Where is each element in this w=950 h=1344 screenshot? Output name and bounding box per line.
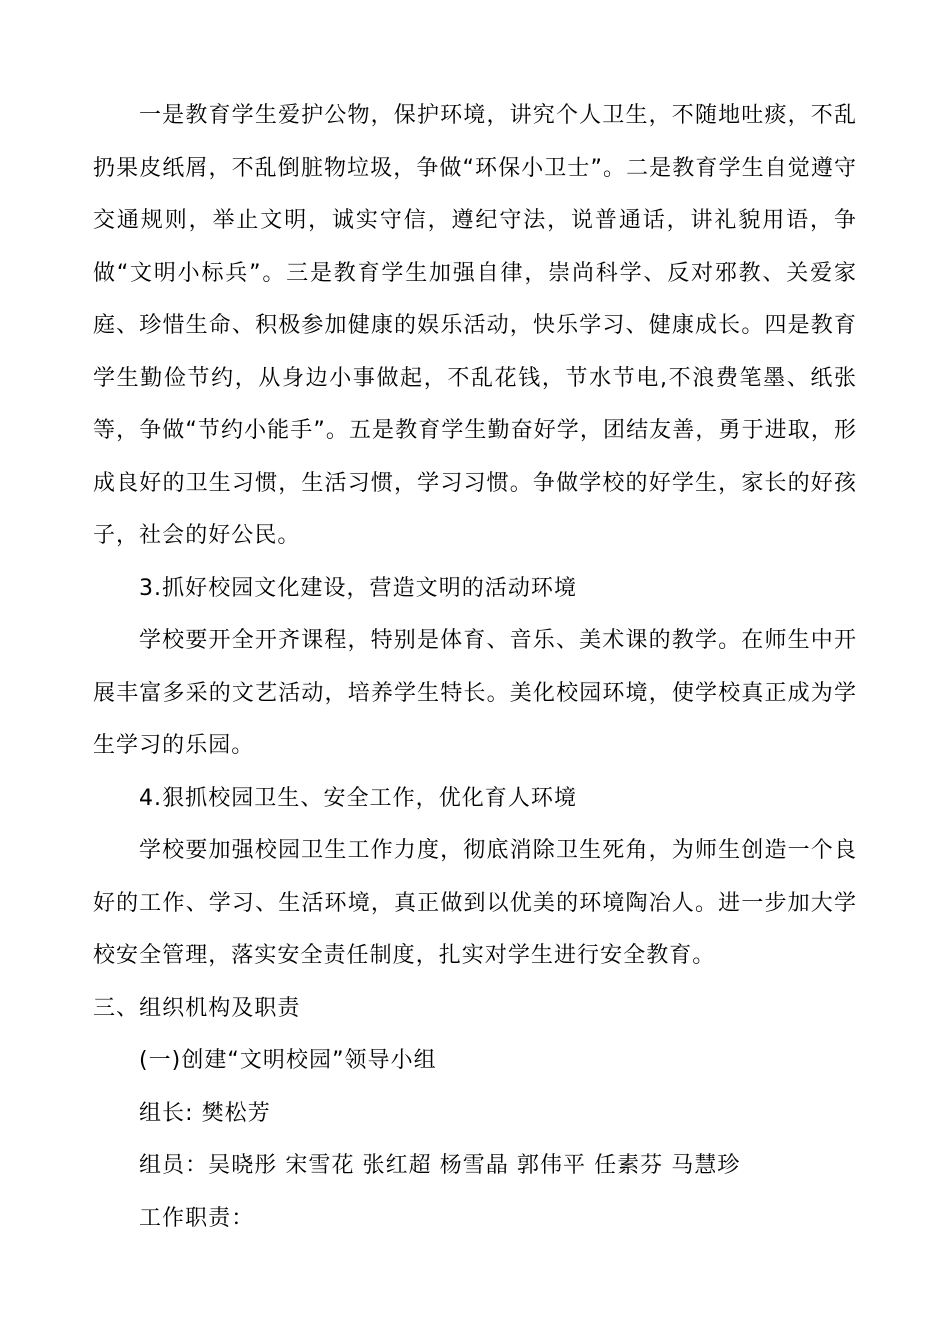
subsection-heading-leadership-group: (一)创建“文明校园”领导小组 bbox=[139, 1048, 437, 1073]
paragraph-hygiene-safety: 学校要加强校园卫生工作力度，彻底消除卫生死角，为师生创造一个良好的工作、学习、生活环境，真正做到以优美的环境陶冶人。进一步加大学校安全管理，落实安全责任制度，扎实对学生进行安全教育。 bbox=[93, 838, 857, 968]
heading-hygiene-safety: 4.狠抓校园卫生、安全工作，优化育人环境 bbox=[139, 785, 577, 811]
group-leader-line: 组长: 樊松芳 bbox=[139, 1100, 271, 1126]
paragraph-curriculum: 学校要开全开齐课程，特别是体育、音乐、美术课的教学。在师生中开展丰富多采的文艺活动，培养学生特长。美化校园环境，使学校真正成为学生学习的乐园。 bbox=[93, 628, 857, 758]
heading-campus-culture: 3.抓好校园文化建设，营造文明的活动环境 bbox=[139, 575, 577, 601]
paragraph-education-goals: 一是教育学生爱护公物，保护环境，讲究个人卫生，不随地吐痰，不乱扔果皮纸屑，不乱倒脏物垃圾，争做“环保小卫士”。二是教育学生自觉遵守交通规则，举止文明，诚实守信，遵纪守法，说普通话，讲礼貌用语，争做“文明小标兵”。三是教育学生加强自律，崇尚科学、反对邪教、关爱家庭、珍惜生命、积极参加健康的娱乐活动，快乐学习、健康成长。四是教育学生勤俭节约，从身边小事做起，不乱花钱，节水节电,不浪费笔墨、纸张等，争做“节约小能手”。五是教育学生勤奋好学，团结友善，勇于进取，形成良好的卫生习惯，生活习惯，学习习惯。争做学校的好学生，家长的好孩子，社会的好公民。 bbox=[93, 103, 857, 548]
duties-label: 工作职责： bbox=[139, 1205, 255, 1231]
section-heading-organization: 三、组织机构及职责 bbox=[93, 995, 301, 1021]
group-members-line: 组员：吴晓彤 宋雪花 张红超 杨雪晶 郭伟平 任素芬 马慧珍 bbox=[139, 1153, 741, 1178]
